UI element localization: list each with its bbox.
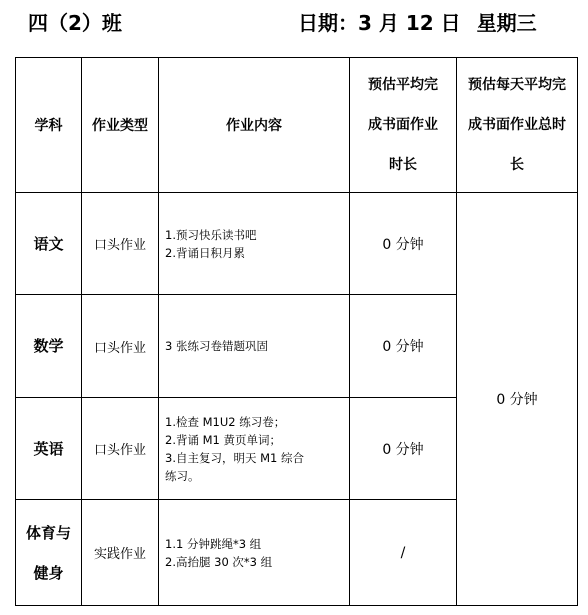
header-daily-total [457, 58, 578, 193]
homework-table [15, 57, 578, 606]
header-daily-total-line: 成书面作业总时 [468, 117, 566, 133]
content-cell [159, 193, 350, 295]
table-header-row [16, 58, 578, 193]
header-avg-time-line: 时长 [389, 157, 417, 173]
type-cell: 实践作业 [82, 500, 159, 606]
header-daily-total-line: 预估每天平均完 [468, 77, 566, 93]
class-title: 四（2）班 [28, 11, 122, 35]
content-line: 1.检查 M1U2 练习卷； [165, 414, 286, 429]
date-line [298, 8, 537, 38]
header-type: 作业类型 [82, 58, 159, 193]
subject-cell: 英语 [16, 398, 82, 500]
header-avg-time-line: 预估平均完 [368, 77, 438, 93]
time-cell: / [350, 500, 457, 606]
content-cell [159, 295, 350, 398]
type-cell: 口头作业 [82, 295, 159, 398]
type-cell: 口头作业 [82, 193, 159, 295]
content-line: 2.背诵 M1 黄页单词； [165, 432, 282, 447]
type-cell: 口头作业 [82, 398, 159, 500]
content-line: 2.高抬腿 30 次*3 组 [165, 554, 273, 569]
subject-line: 体育与 [25, 523, 71, 542]
subject-line: 健身 [33, 563, 64, 582]
header-subject: 学科 [16, 58, 82, 193]
time-cell: 0 分钟 [350, 295, 457, 398]
subject-cell: 语文 [16, 193, 82, 295]
content-line: 练习。 [165, 468, 200, 483]
table-row-chinese [16, 193, 578, 295]
content-line: 3 张练习卷错题巩固 [165, 339, 268, 353]
header-content: 作业内容 [159, 58, 350, 193]
header-avg-time [350, 58, 457, 193]
time-cell: 0 分钟 [350, 193, 457, 295]
daily-total-cell: 0 分钟 [457, 193, 578, 606]
time-cell: 0 分钟 [350, 398, 457, 500]
header-daily-total-line: 长 [510, 157, 524, 173]
weekday-label: 星期三 [476, 11, 537, 35]
subject-cell [16, 500, 82, 606]
content-cell [159, 398, 350, 500]
subject-cell: 数学 [16, 295, 82, 398]
content-cell [159, 500, 350, 606]
content-line: 1.1 分钟跳绳*3 组 [165, 536, 262, 551]
date-label: 日期：3 月 12 日 [298, 11, 461, 35]
content-line: 3.自主复习，明天 M1 综合 [165, 450, 305, 465]
content-line: 1.预习快乐读书吧 [165, 227, 257, 242]
header-avg-time-line: 成书面作业 [368, 117, 438, 133]
content-line: 2.背诵日积月累 [165, 245, 245, 260]
